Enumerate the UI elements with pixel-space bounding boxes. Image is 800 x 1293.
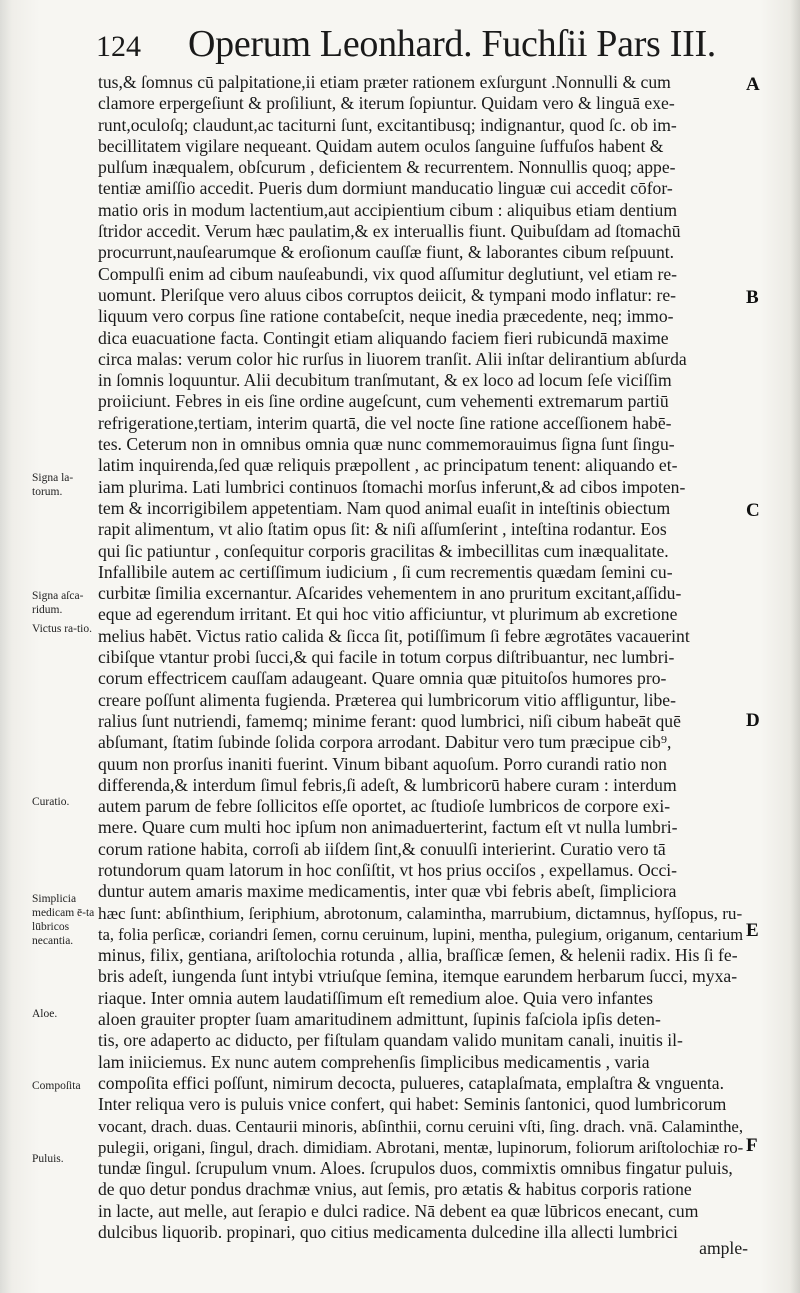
text-line: in lacte, aut melle, aut ſerapio e dulci radice. Nā debent ea quæ lūbricos enecant, cum — [98, 1200, 699, 1221]
text-line: Infallibile autem ac certiſſimum iudicium , ſi cum recrementis quædam ſemini cu- — [98, 561, 673, 582]
text-line: corum ratione habita, corroſi ab iiſdem ſint,& conuulſi interierint. Curatio vero tā — [98, 838, 666, 859]
catchword-row — [699, 1238, 748, 1259]
text-line: latim inquirenda,ſed quæ reliquis præpollent , ac principatum tenent: aliquando et- — [98, 455, 678, 476]
body-text — [98, 72, 743, 1243]
text-line: pulſum inæqualem, obſcurum , deficientem & recurrentem. Nonnullis quoq; appe- — [98, 157, 676, 178]
text-line: procurrunt,nauſearumque & eroſionum cauſſæ fiunt, & laborantes cibum reſpuunt. — [98, 242, 675, 263]
text-line: Inter reliqua vero is puluis vnice confert, qui habet: Seminis ſantonici, quod lumbricorum — [98, 1094, 727, 1115]
text-line: tundæ ſingul. ſcrupulum vnum. Aloes. ſcrupulos duos, commixtis omnibus fingatur puluis, — [98, 1158, 733, 1179]
text-line: corum effectricem cauſſam adaugeant. Quare omnia quæ pituitoſos humores pro- — [98, 668, 667, 689]
text-line: differenda,& interdum ſimul febris,ſi adeſt, & lumbricorū habere curam : interdum — [98, 774, 677, 795]
margin-note-aloe: Aloe. — [32, 1008, 58, 1020]
page-header — [96, 18, 716, 68]
text-line: mere. Quare cum multi hoc ipſum non animaduerterint, factum eſt vt nulla lumbri- — [98, 817, 678, 838]
text-line: ralius ſunt nutriendi, famemq; minime ferant: quod lumbrici, niſi cibum habeāt quē — [98, 710, 681, 731]
section-letter-f: F — [746, 1135, 758, 1156]
text-line: dulcibus liquorib. propinari, quo citius medicamenta dulcedine illa allecti lumbrici — [98, 1222, 678, 1243]
text-line: runt,oculoſq; claudunt,ac taciturni ſunt, excitantibusq; indignantur, quod ſc. ob im- — [98, 114, 677, 135]
section-letter-c: C — [746, 500, 760, 521]
text-line: autem parum de febre ſollicitos eſſe oportet, ac ſtudioſe lumbricos de corpore exi- — [98, 796, 671, 817]
text-line: vocant, drach. duas. Centaurii minoris, abſinthii, cornu ceruini vſti, ſing. drach. vnā. Calaminthe, — [98, 1116, 743, 1136]
text-line: bris adeſt, iungenda ſunt intybi vtriuſque ſemina, itemque earundem herbarum ſucci, myxa- — [98, 966, 738, 987]
text-line: abſumant, ſtatim ſubinde ſolida corpora arrodant. Dabitur vero tum præcipue cib⁹, — [98, 732, 672, 753]
text-line: dica euacuatione facta. Contingit etiam aliquando faciem fieri rubicundā maxime — [98, 327, 669, 348]
text-line: rotundorum quam latorum in hoc conſiſtit, vt hos prius occiſos , expellamus. Occi- — [98, 859, 678, 880]
text-line: ta, folia perſicæ, coriandri ſemen, cornu ceruinum, lupini, mentha, pulegium, origanum, centarium — [98, 924, 743, 944]
catchword: ample- — [699, 1238, 748, 1258]
text-line: tus,& ſomnus cū palpitatione,ii etiam præter rationem exſurgunt .Nonnulli & cum — [98, 72, 671, 92]
text-line: tem & incorrigibilem appetentiam. Nam quod animal euaſit in inteſtinis obiectum — [98, 497, 671, 518]
text-line: tes. Ceterum non in omnibus omnia quæ nunc commemorauimus ſigna ſunt ſingu- — [98, 434, 675, 455]
text-line: liquum vero corpus ſine ratione contabeſcit, neque inedia præcedente, neq; immo- — [98, 306, 674, 327]
text-line: becillitatem vigilare nequeant. Quidam autem oculos ſanguine ſuffuſos habent & — [98, 135, 664, 156]
text-line: Compulſi enim ad cibum nauſeabundi, vix quod aſſumitur deglutiunt, vel etiam re- — [98, 263, 678, 284]
text-line: cibiſque vtantur probi ſucci,& qui facile in totum corpus diſtribuantur, nec lumbri- — [98, 647, 675, 668]
text-line: eque ad egerendum irritant. Et qui hoc vitio afficiuntur, vt plurimum ab excretione — [98, 604, 678, 625]
margin-note-victus-ratio: Victus ra-tio. — [32, 623, 92, 635]
page-number: 124 — [96, 30, 141, 63]
running-title: Operum Leonhard. Fuchſii Pars III. — [188, 23, 716, 65]
section-letter-b: B — [746, 287, 759, 308]
text-line: minus, filix, gentiana, ariſtolochia rotunda , allia, braſſicæ ſemen, & helenii radix. His ſi fe- — [98, 945, 738, 966]
text-line: creare poſſunt alimenta fugienda. Præterea qui lumbricorum vitio affliguntur, libe- — [98, 689, 676, 710]
text-line: ſtridor accedit. Verum hæc paulatim,& ex interuallis fiunt. Quibuſdam ad ſtomachū — [98, 221, 681, 242]
text-line: lam iniiciemus. Ex nunc autem comprehenſis ſimplicibus medicamentis , varia — [98, 1051, 650, 1072]
text-line: tentiæ amiſſio accedit. Pueris dum dormiunt manducatio linguæ cui accedit cōfor- — [98, 178, 673, 199]
text-line: aloen grauiter propter ſuam amaritudinem admittunt, ſupinis faſciola ipſis deten- — [98, 1009, 661, 1030]
margin-note-signa-ascaridum: Signa aſca-ridum. — [32, 590, 84, 616]
text-line: matio oris in modum lactentium,aut accipientium cibum : aliquibus etiam dentium — [98, 199, 678, 220]
text-line: quum non prorſus inaniti fuerint. Vinum bibant aquoſum. Porro curandi ratio non — [98, 753, 667, 774]
margin-note-simplicia: Simplicia medicam ē-ta lūbricos necantia. — [32, 893, 95, 947]
text-line: uomunt. Pleriſque vero aluus cibos corruptos deiicit, & tympani modo inflatur: re- — [98, 284, 677, 305]
text-line: melius habēt. Victus ratio calida & ſicca ſit, potiſſimum ſi febre ægrotātes vacauerint — [98, 625, 690, 646]
text-line: iam plurima. Lati lumbrici continuos ſtomachi morſus inferunt,& ad cibos impoten- — [98, 476, 686, 497]
text-line: riaque. Inter omnia autem laudatiſſimum eſt remedium aloe. Quia vero infantes — [98, 987, 653, 1008]
text-line: refrigeratione,tertiam, interim quartā, die vel nocte ſine ratione acceſſionem habē- — [98, 412, 672, 433]
text-line: pulegii, origani, ſingul, drach. dimidiam. Abrotani, mentæ, lupinorum, foliorum ariſtolochiæ ro- — [98, 1137, 743, 1157]
text-line: circa malas: verum color hic rurſus in liuorem tranſit. Alii inſtar delirantium abſurda — [98, 348, 687, 369]
text-line: in ſomnis loquuntur. Alii decubitum tranſmutant, & ex loco ad locum ſeſe viciſſim — [98, 370, 672, 391]
section-letter-d: D — [746, 710, 760, 731]
text-line: proiiciunt. Febres in eis ſine ordine augeſcunt, cum vehementi extremarum partiū — [98, 391, 669, 412]
margin-note-signa-latorum: Signa la-torum. — [32, 472, 74, 498]
margin-note-composita: Compoſita — [32, 1080, 81, 1092]
section-letter-a: A — [746, 74, 760, 95]
section-letter-e: E — [746, 920, 759, 941]
text-line: curbitæ ſimilia excernantur. Aſcarides vehementem in ano pruritum excitant,aſſidu- — [98, 583, 682, 604]
text-line: duntur autem amaris maxime medicamentis, inter quæ vbi febris abeſt, ſimpliciora — [98, 881, 677, 902]
text-line: clamore erpergeſiunt & proſiliunt, & iterum ſopiuntur. Quidam vero & linguā exe- — [98, 93, 675, 114]
text-line: tis, ore adaperto ac diducto, per fiſtulam quandam valido munitam canali, inuitis il- — [98, 1030, 683, 1051]
text-line: compoſita effici poſſunt, nimirum decocta, pulueres, cataplaſmata, emplaſtra & vnguenta. — [98, 1072, 724, 1093]
margin-note-curatio: Curatio. — [32, 796, 70, 808]
text-line: qui ſic patiuntur , conſequitur corporis gracilitas & imbecillitas cum inæqualitate. — [98, 540, 669, 561]
margin-note-pulvis: Puluis. — [32, 1153, 64, 1165]
text-line: hæc ſunt: abſinthium, ſeriphium, abrotonum, calamintha, marrubium, dictamnus, hyſſopus, ru- — [98, 903, 743, 923]
text-line: de quo detur pondus drachmæ vnius, aut ſemis, pro ætatis & habitus corporis ratione — [98, 1179, 692, 1200]
text-line: rapit alimentum, vt alio ſtatim opus ſit: & niſi aſſumſerint , inteſtina rodantur. Eos — [98, 519, 667, 540]
